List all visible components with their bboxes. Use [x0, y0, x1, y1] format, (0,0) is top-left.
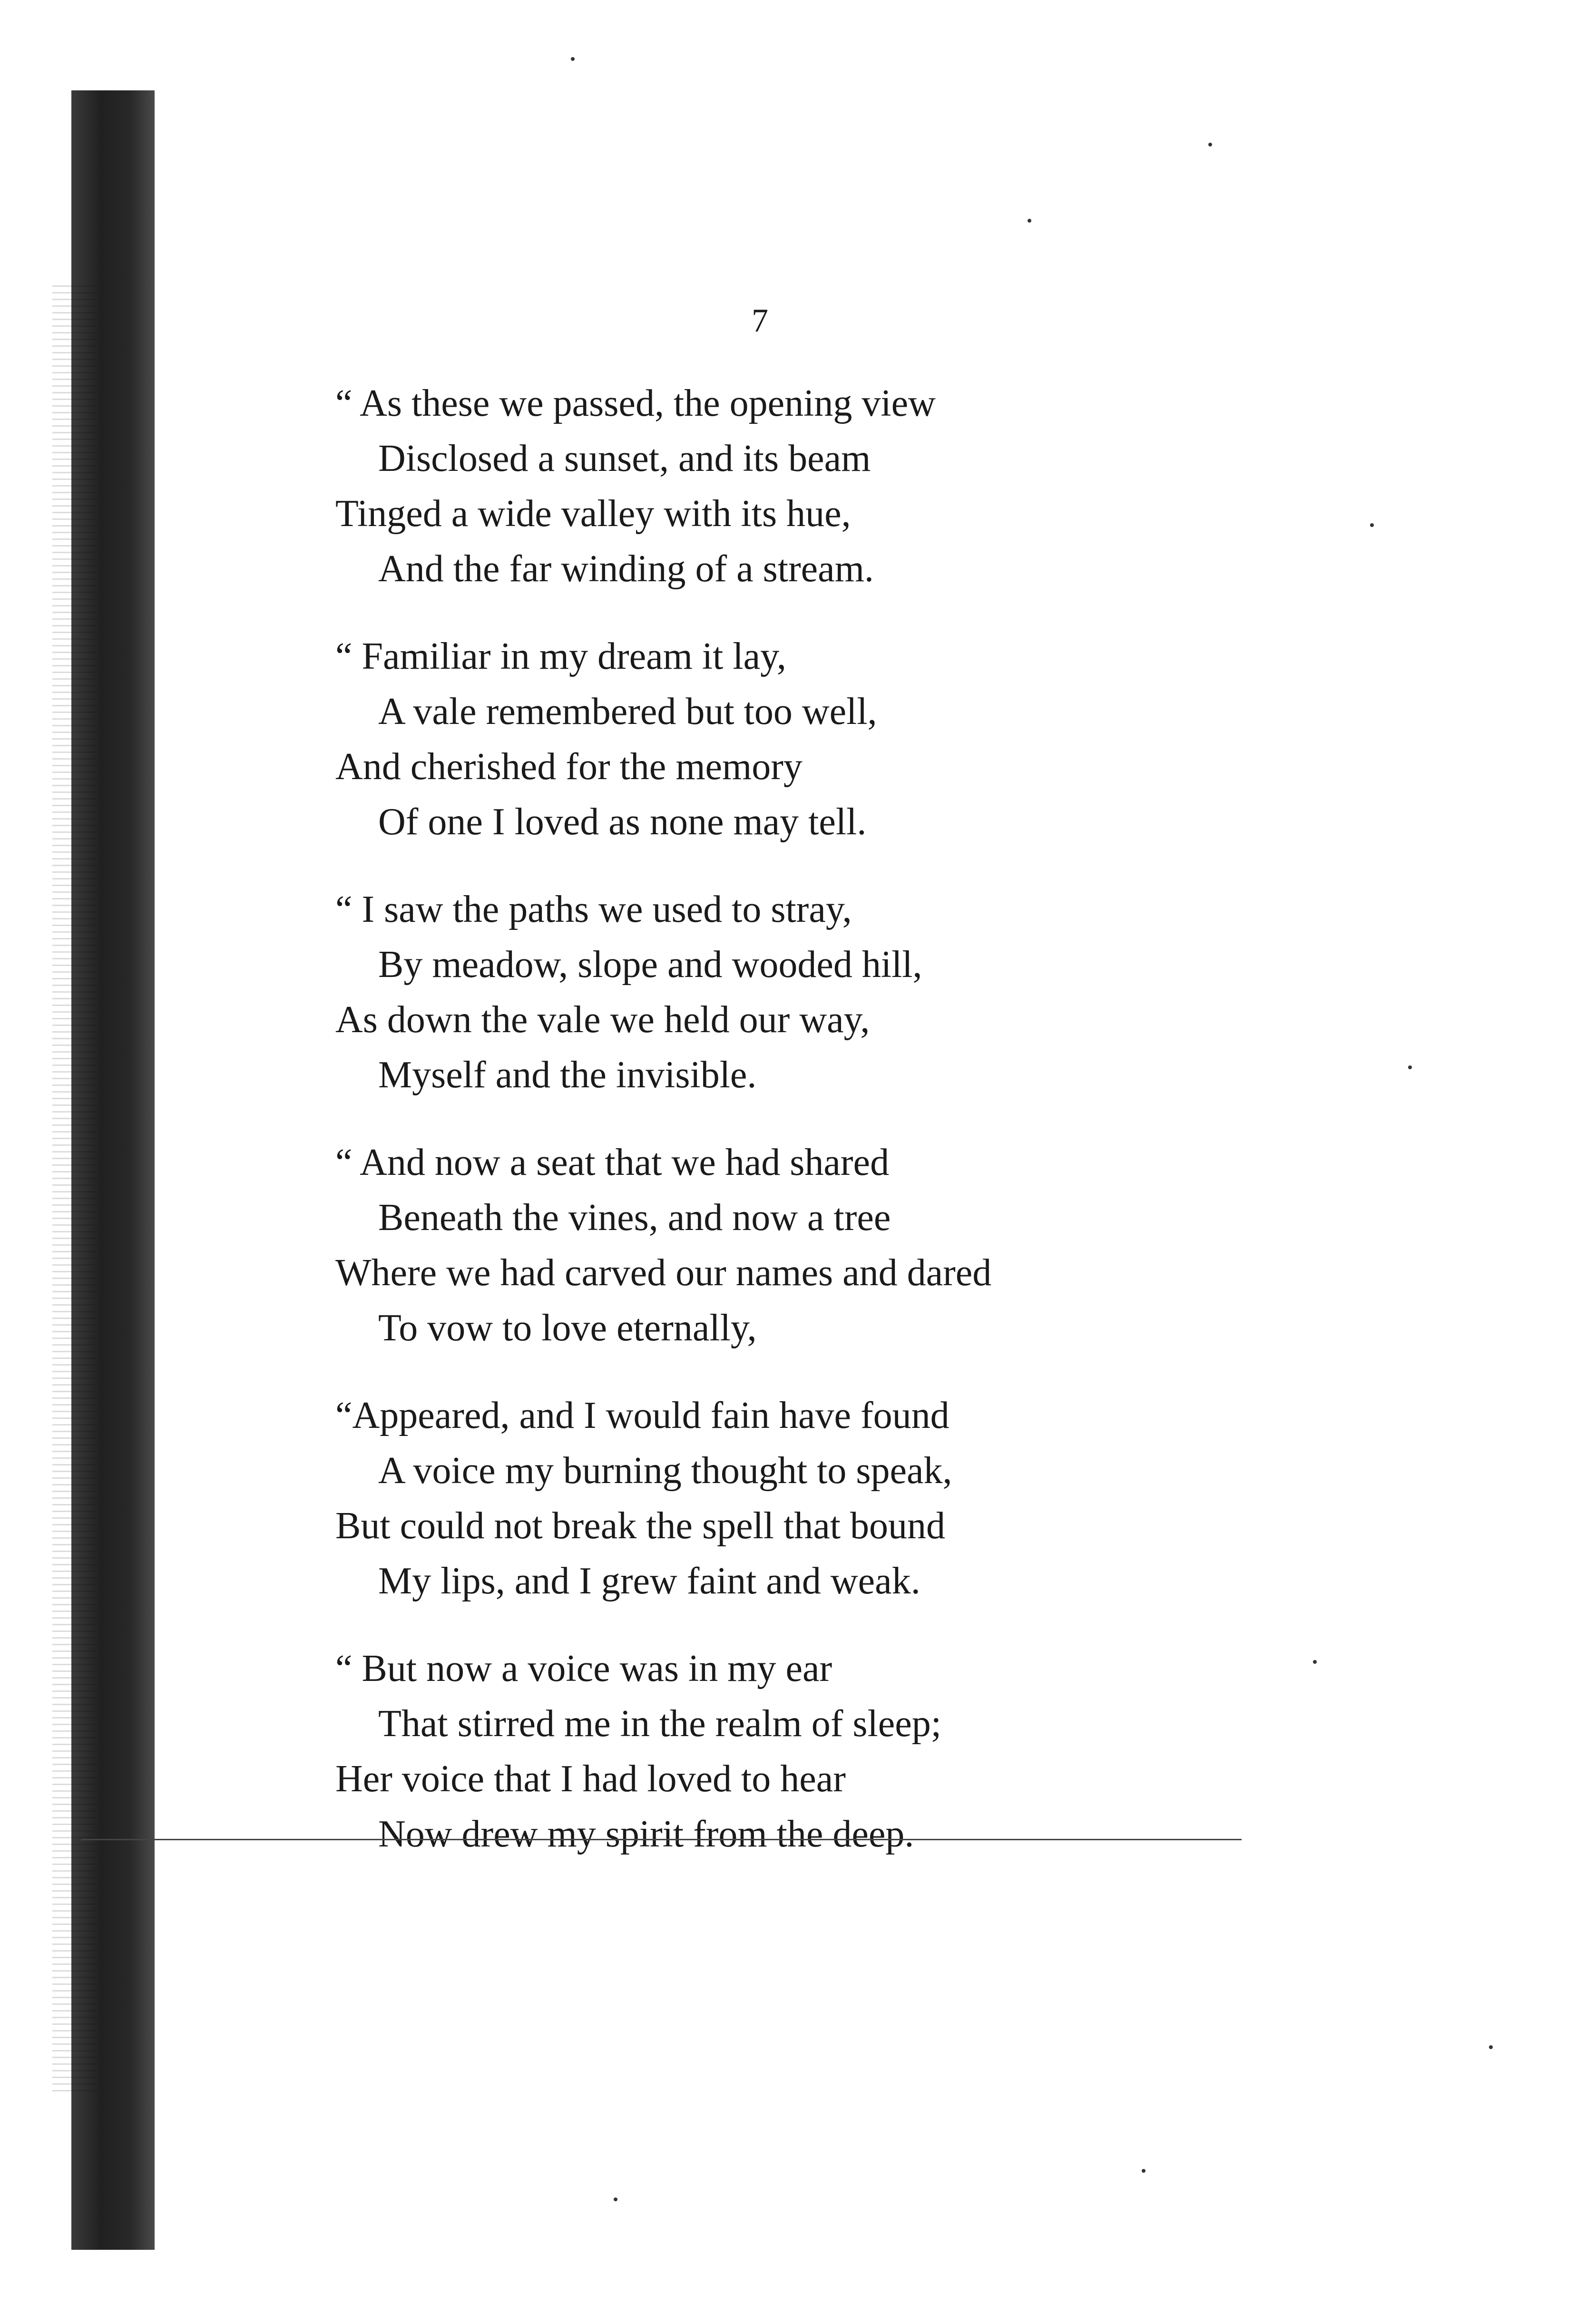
- poem-line: “ I saw the paths we used to stray,: [335, 889, 852, 930]
- poem-line: Where we had carved our names and dared: [335, 1252, 992, 1294]
- stanza-3: [335, 882, 1287, 1103]
- poem-line: Beneath the vines, and now a tree: [378, 1197, 891, 1239]
- stanza-1: [335, 376, 1287, 596]
- poem-line: And the far winding of a stream.: [378, 548, 874, 590]
- scan-speck: [1408, 1065, 1412, 1069]
- poem-line: “ But now a voice was in my ear: [335, 1648, 832, 1689]
- poem-line: And cherished for the memory: [335, 746, 803, 788]
- page-number: 7: [752, 303, 768, 339]
- scan-line-artifact: [81, 1839, 1242, 1840]
- poem-line: A voice my burning thought to speak,: [378, 1450, 952, 1492]
- poem-line: “ Familiar in my dream it lay,: [335, 635, 786, 677]
- scan-speck: [1370, 523, 1374, 527]
- poem-line: Myself and the invisible.: [378, 1054, 757, 1096]
- scan-speck: [571, 57, 575, 61]
- scan-speck: [1208, 143, 1212, 146]
- poem-line: As down the vale we held our way,: [335, 999, 870, 1041]
- poem-line: By meadow, slope and wooded hill,: [378, 944, 922, 986]
- poem-line: But could not break the spell that bound: [335, 1505, 945, 1547]
- poem-line: Her voice that I had loved to hear: [335, 1758, 846, 1800]
- poem-line: A vale remembered but too well,: [378, 691, 877, 732]
- scan-speck: [1489, 2045, 1493, 2049]
- poem-line: My lips, and I grew faint and weak.: [378, 1560, 920, 1602]
- stanza-5: [335, 1388, 1287, 1609]
- stanza-2: [335, 629, 1287, 850]
- poem: [335, 376, 1287, 1894]
- poem-line: Disclosed a sunset, and its beam: [378, 438, 871, 479]
- poem-line: “ As these we passed, the opening view: [335, 382, 936, 424]
- stanza-6: [335, 1641, 1287, 1862]
- scan-speck: [1313, 1660, 1317, 1664]
- scan-speck: [1142, 2169, 1145, 2173]
- poem-line: Now drew my spirit from the deep.: [378, 1813, 914, 1855]
- poem-line: “Appeared, and I would fain have found: [335, 1395, 950, 1436]
- poem-line: To vow to love eternally,: [378, 1307, 757, 1349]
- stanza-4: [335, 1135, 1287, 1356]
- scan-noise: [52, 285, 95, 2093]
- scan-speck: [1028, 219, 1031, 223]
- poem-line: Tinged a wide valley with its hue,: [335, 493, 851, 535]
- poem-line: Of one I loved as none may tell.: [378, 801, 867, 843]
- poem-line: That stirred me in the realm of sleep;: [378, 1703, 942, 1745]
- scan-speck: [614, 2197, 617, 2201]
- poem-line: “ And now a seat that we had shared: [335, 1142, 890, 1183]
